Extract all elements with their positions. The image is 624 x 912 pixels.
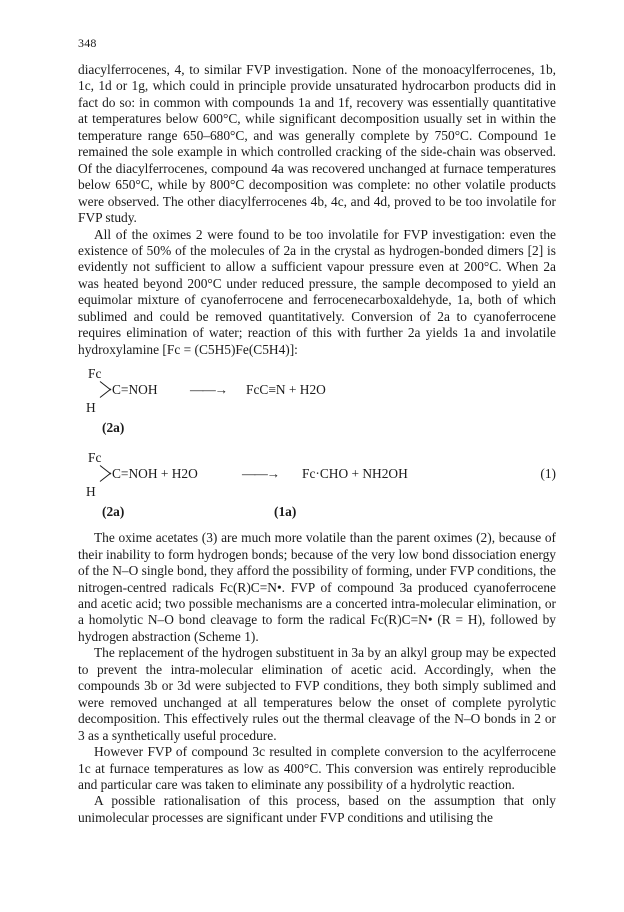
bond-line (100, 473, 112, 482)
paragraph-5: However FVP of compound 3c resulted in complete conversion to the acylferrocene 1c at furnace temperatures as low as 400°C. This conversion was entirely reproducible and particular care was taken to eliminate any possibility of a hydrolytic reaction. (78, 744, 556, 792)
paragraph-4: The replacement of the hydrogen substituent in 3a by an alkyl group may be expected to prevent the intra-molecular elimination of acetic acid. Accordingly, when the compounds 3b or 3d were subjected to FVP conditions, they both simply sublimed and were removed unchanged at all temperatures below the onset of complete pyrolytic decomposition. This effectively rules out the thermal cleavage of the N–O bonds in 2 or 3 as a synthetically useful procedure. (78, 645, 556, 743)
h-label: H (86, 400, 96, 416)
paragraph-2: All of the oximes 2 were found to be too involatile for FVP investigation: even the existence of 50% of the molecules of 2a in the crystal as hydrogen-bonded dimers [2] is evidently not sufficient to allow a sufficient vapour pressure even at 200°C. When 2a was heated beyond 200°C under reduced pressure, the sample decomposed to yield an equimolar mixture of cyanoferrocene and ferrocenecarboxaldehyde, 1a, both of which sublimed and could be removed quantitatively. Conversion of 2a to cyanoferrocene requires elimination of water; reaction of this with further 2a yields 1a and involatile hydroxylamine [Fc = (C5H5)Fe(C5H4)]: (78, 226, 556, 357)
product-formula: FcC≡N + H2O (246, 382, 326, 398)
h-label: H (86, 484, 96, 500)
bond-line (100, 389, 112, 398)
reactant-formula: C=NOH (112, 382, 158, 398)
reaction-scheme-2 (78, 446, 556, 524)
fc-label: Fc (88, 366, 102, 382)
paragraph-6: A possible rationalisation of this process, based on the assumption that only unimolecular processes are significant under FVP conditions and utilising the (78, 793, 556, 825)
product-formula: Fc·CHO + NH2OH (302, 466, 408, 482)
compound-label: (2a) (102, 504, 125, 520)
reaction-arrow: ——→ (190, 382, 228, 398)
compound-label: (1a) (274, 504, 297, 520)
reaction-scheme-1 (78, 362, 556, 440)
paragraph-3: The oxime acetates (3) are much more volatile than the parent oximes (2), because of their inability to form hydrogen bonds; because of the very low bond dissociation energy of the N–O single bond, they afford the possibility of forming, under FVP conditions, the nitrogen-centred radicals Fc(R)C=N•. FVP of compound 3a produced cyanoferrocene and acetic acid; two possible mechanisms are a concerted intra-molecular elimination, or a homolytic N–O bond cleavage to form the radical Fc(R)C=N• (R = H), followed by hydrogen abstraction (Scheme 1). (78, 530, 556, 644)
reactant-formula: C=NOH + H2O (112, 466, 198, 482)
reaction-arrow: ——→ (242, 466, 280, 482)
page-number: 348 (78, 36, 97, 50)
compound-label: (2a) (102, 420, 125, 436)
fc-label: Fc (88, 450, 102, 466)
body-text (78, 62, 556, 826)
paragraph-1: diacylferrocenes, 4, to similar FVP investigation. None of the monoacylferrocenes, 1b, 1c, 1d or 1g, which could in principle provide unsaturated hydrocarbon products did in fact do so: in common with compounds 1a and 1f, recovery was essentially quantitative at temperatures below 600°C, while significant decomposition usually set in within the temperature range 650–680°C, and was generally complete by 750°C. Compound 1e remained the sole example in which controlled cracking of the side-chain was observed. Of the diacylferrocenes, compound 4a was recovered unchanged at furnace temperatures below 650°C, while by 800°C decomposition was complete: no other volatile products were observed. The other diacylferrocenes 4b, 4c, and 4d, proved to be too involatile for FVP study. (78, 62, 556, 226)
equation-number: (1) (540, 466, 556, 482)
